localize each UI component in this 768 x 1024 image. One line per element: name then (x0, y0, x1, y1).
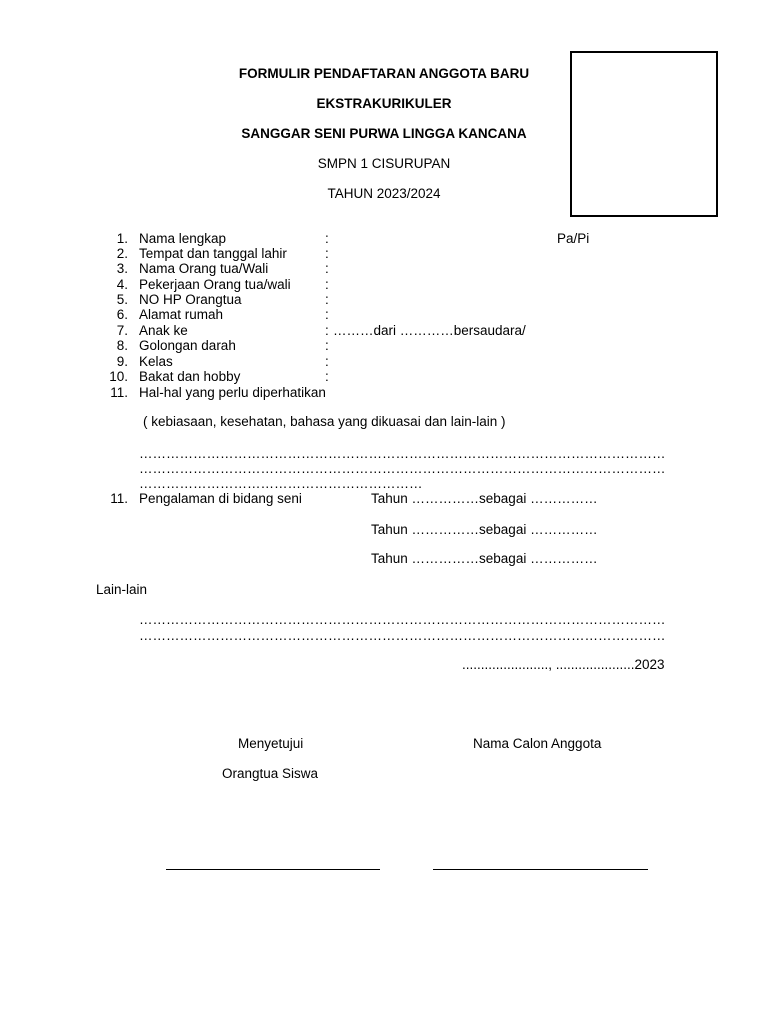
field-label: Pekerjaan Orang tua/wali (139, 277, 291, 292)
date-line: ......................., .....................2023 (462, 657, 665, 672)
experience-row: Tahun ……………sebagai …………… (371, 522, 598, 537)
field-colon: : (325, 338, 329, 353)
field-colon: : (325, 369, 329, 384)
notes-dotted-line: ……………………………………………………………………………………………………… (139, 461, 666, 476)
field-colon: : (325, 277, 329, 292)
field-number: 6. (116, 307, 128, 322)
parent-label: Orangtua Siswa (222, 766, 319, 781)
field-colon: : (325, 307, 329, 322)
school-year: TAHUN 2023/2024 (327, 186, 441, 201)
field-number: 3. (116, 261, 128, 276)
field-label: Anak ke (139, 323, 188, 338)
field-label: NO HP Orangtua (139, 292, 242, 307)
field-number: 2. (116, 246, 128, 261)
field-number: 10. (109, 369, 128, 384)
field-colon: : (325, 261, 329, 276)
experience-label: Pengalaman di bidang seni (139, 491, 302, 506)
field-colon: : (325, 354, 329, 369)
candidate-signature-line (433, 869, 648, 870)
candidate-label: Nama Calon Anggota (473, 736, 602, 751)
organization-name: SANGGAR SENI PURWA LINGGA KANCANA (241, 126, 527, 141)
field-colon: : (325, 323, 329, 338)
field-label: Golongan darah (139, 338, 236, 353)
field-label: Alamat rumah (139, 307, 224, 322)
field-number: 7. (116, 323, 128, 338)
field-label: Tempat dan tanggal lahir (139, 246, 287, 261)
field-label: Bakat dan hobby (139, 369, 241, 384)
notes-dotted-line: ……………………………………………………… (139, 476, 423, 491)
field-value: ………dari …………bersaudara/ (333, 323, 526, 338)
field-label: Hal-hal yang perlu diperhatikan (139, 385, 326, 400)
field-colon: : (325, 246, 329, 261)
notes-dotted-line: ……………………………………………………………………………………………………… (139, 446, 666, 461)
field-number: 11. (110, 385, 128, 400)
gender-option: Pa/Pi (557, 231, 590, 246)
field-colon: : (325, 292, 329, 307)
school-name: SMPN 1 CISURUPAN (317, 156, 451, 171)
field-number: 5. (116, 292, 128, 307)
other-dotted-line: ……………………………………………………………………………………………………… (139, 612, 666, 627)
other-dotted-line: ……………………………………………………………………………………………………… (139, 628, 666, 643)
field-number: 11. (110, 491, 128, 506)
experience-row: Tahun ……………sebagai …………… (371, 551, 598, 566)
form-title: FORMULIR PENDAFTARAN ANGGOTA BARU (238, 66, 530, 81)
field-label: Nama lengkap (139, 231, 227, 246)
field-label: Kelas (139, 354, 173, 369)
field-colon: : (325, 231, 329, 246)
notes-hint: ( kebiasaan, kesehatan, bahasa yang dikuasai dan lain-lain ) (143, 414, 506, 429)
experience-row: Tahun ……………sebagai …………… (371, 491, 598, 506)
approval-label: Menyetujui (238, 736, 304, 751)
form-subtitle: EKSTRAKURIKULER (316, 96, 452, 111)
photo-box (570, 51, 718, 217)
field-label: Nama Orang tua/Wali (139, 261, 269, 276)
parent-signature-line (166, 869, 380, 870)
other-label: Lain-lain (96, 582, 148, 597)
field-number: 1. (116, 231, 128, 246)
field-number: 9. (116, 354, 128, 369)
field-number: 4. (116, 277, 128, 292)
field-number: 8. (116, 338, 128, 353)
